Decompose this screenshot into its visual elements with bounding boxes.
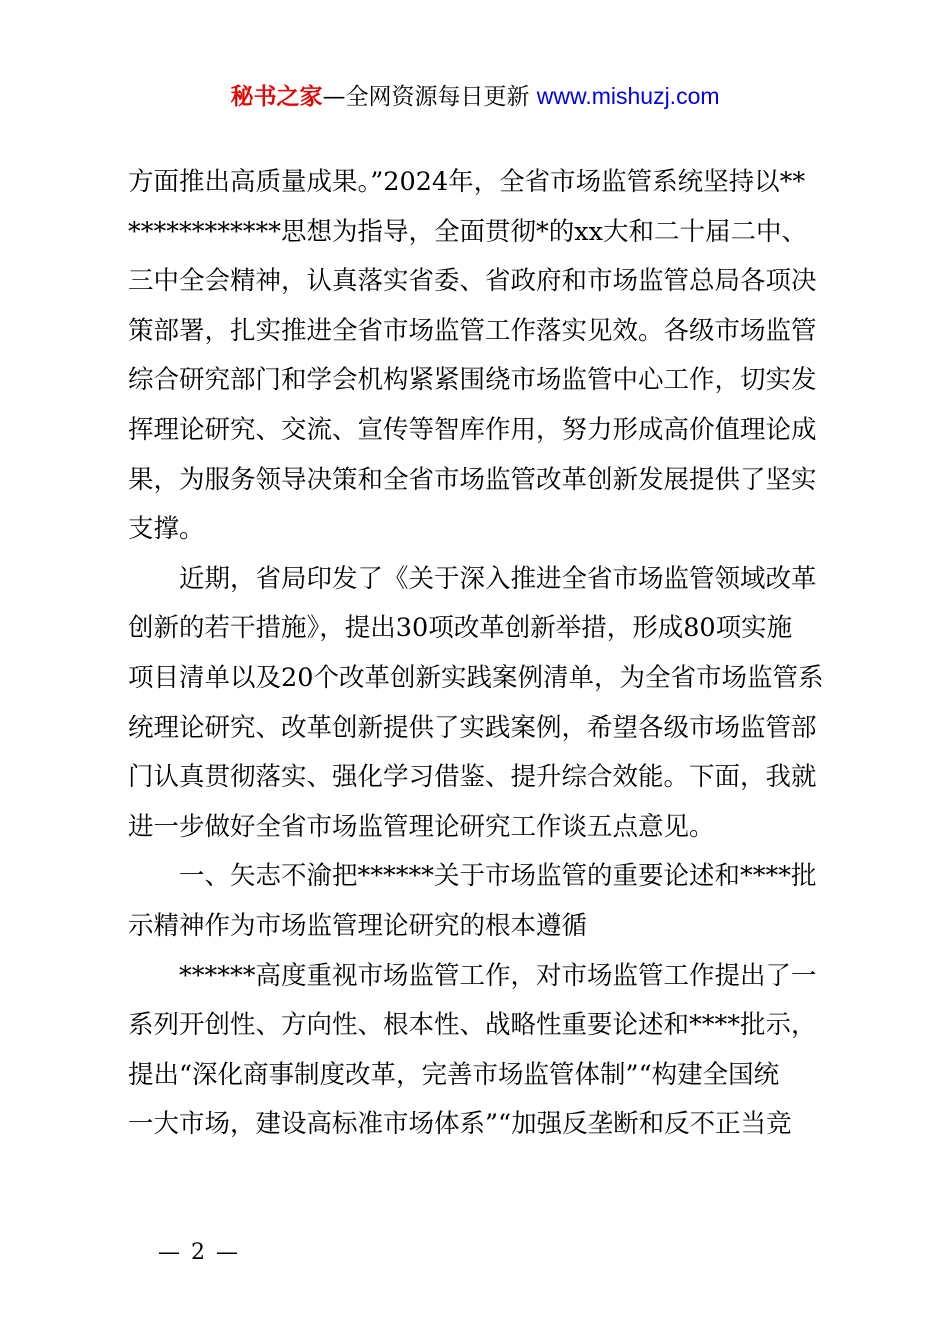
document-body bbox=[128, 158, 832, 1150]
body-line: 创新的若干措施》，提出30项改革创新举措，形成80项实施 bbox=[128, 613, 793, 644]
body-line: 策部署，扎实推进全省市场监管工作落实见效。各级市场监管 bbox=[128, 315, 817, 346]
body-line: ******高度重视市场监管工作，对市场监管工作提出了一 bbox=[128, 960, 817, 991]
body-line: 提出“深化商事制度改革，完善市场监管体制”“构建全国统 bbox=[128, 1059, 780, 1090]
body-line: 挥理论研究、交流、宣传等智库作用，努力形成高价值理论成 bbox=[128, 414, 817, 445]
body-line: 项目清单以及20个改革创新实践案例清单，为全省市场监管系 bbox=[128, 662, 824, 693]
body-line: 门认真贯彻落实、强化学习借鉴、提升综合效能。下面，我就 bbox=[128, 762, 817, 793]
body-line: 一大市场，建设高标准市场体系”“加强反垄断和反不正当竞 bbox=[128, 1109, 792, 1140]
body-line: 进一步做好全省市场监管理论研究工作谈五点意见。 bbox=[128, 811, 715, 842]
body-line: 三中全会精神，认真落实省委、省政府和市场监管总局各项决 bbox=[128, 266, 817, 297]
site-header bbox=[0, 80, 950, 113]
site-url-link[interactable]: www.mishuzj.com bbox=[536, 83, 720, 109]
section-heading-line: 示精神作为市场监管理论研究的根本遵循 bbox=[128, 910, 588, 941]
page-number: — 2 — bbox=[158, 1240, 240, 1265]
body-line: 支撑。 bbox=[128, 514, 205, 545]
body-line: 系列开创性、方向性、根本性、战略性重要论述和****批示， bbox=[128, 1010, 817, 1041]
body-line: 近期，省局印发了《关于深入推进全省市场监管领域改革 bbox=[128, 563, 817, 594]
site-tagline: —全网资源每日更新 bbox=[322, 84, 537, 110]
site-brand: 秘书之家 bbox=[230, 84, 323, 110]
body-line: ************思想为指导，全面贯彻*的xx大和二十届二中、 bbox=[128, 216, 808, 247]
section-heading-line: 一、矢志不渝把******关于市场监管的重要论述和****批 bbox=[128, 861, 817, 892]
body-line: 方面推出高质量成果。”2024年，全省市场监管系统坚持以** bbox=[128, 167, 806, 197]
body-line: 统理论研究、改革创新提供了实践案例，希望各级市场监管部 bbox=[128, 712, 817, 743]
body-line: 果，为服务领导决策和全省市场监管改革创新发展提供了坚实 bbox=[128, 464, 817, 495]
body-line: 综合研究部门和学会机构紧紧围绕市场监管中心工作，切实发 bbox=[128, 365, 817, 396]
